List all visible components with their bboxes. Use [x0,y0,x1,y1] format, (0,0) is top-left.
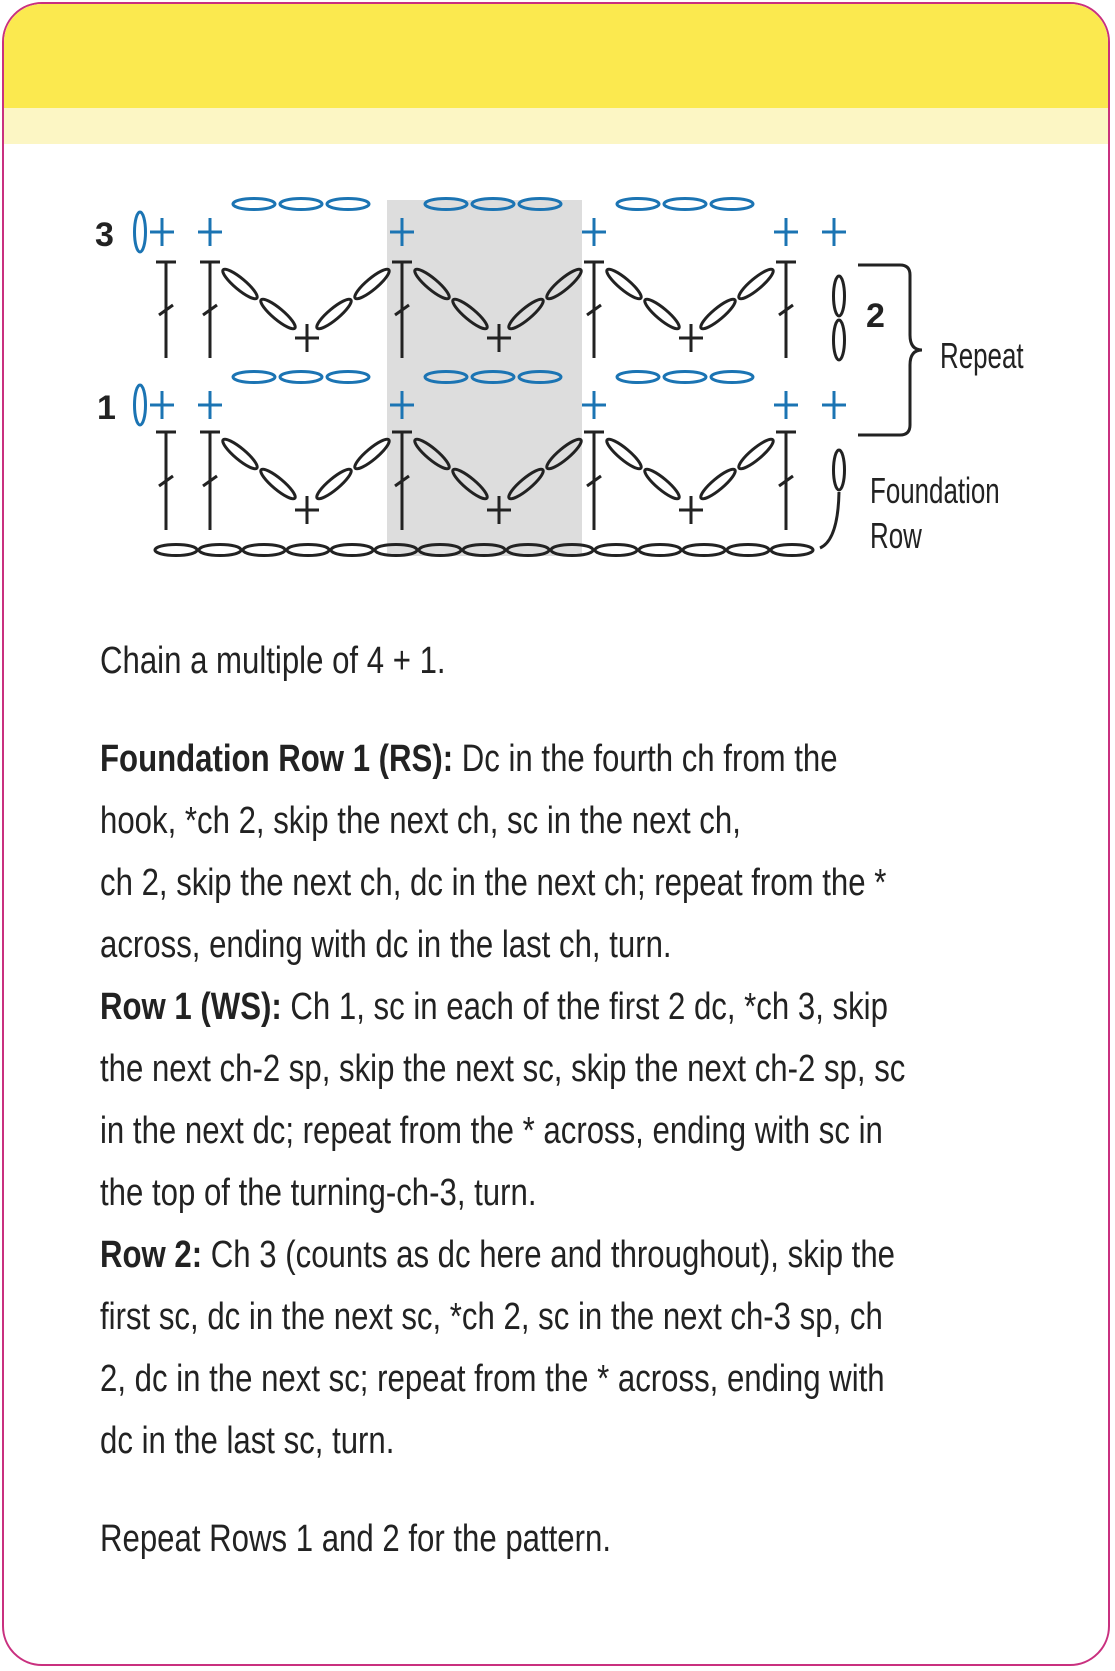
chain-stitch-symbol [595,545,637,556]
chain-stitch-symbol [220,436,261,473]
row1-line-1 [100,976,888,1038]
chain-stitch-symbol [639,545,681,556]
chain-stitch-symbol [314,466,355,503]
row1-label: Row 1 (WS): [100,986,282,1028]
chain-stitch-symbol [834,276,845,316]
row-label-1: 1 [97,389,116,427]
chain-stitch-symbol [834,320,845,360]
chain-stitch-symbol [258,466,299,503]
chain-stitch-symbol [352,436,393,473]
chain-stitch-symbol [233,372,275,383]
chain-stitch-symbol [327,372,369,383]
row2-line-4: dc in the last sc, turn. [100,1420,395,1462]
chain-stitch-symbol [220,266,261,303]
foundation-line-2: hook, *ch 2, skip the next ch, sc in the next ch, [100,800,741,842]
chain-stitch-symbol [233,199,275,210]
foundation-label-line1: Foundation [870,470,1000,512]
chain-stitch-symbol [617,199,659,210]
repeat-label: Repeat [940,335,1024,377]
chain-stitch-symbol [604,436,645,473]
chain-stitch-symbol [135,385,146,425]
chain-stitch-symbol [642,466,683,503]
stitch-diagram [0,0,1115,600]
chain-stitch-symbol [834,450,845,490]
outro-line: Repeat Rows 1 and 2 for the pattern. [100,1518,612,1560]
chain-stitch-symbol [243,545,285,556]
intro-line: Chain a multiple of 4 + 1. [100,640,446,682]
row1-line-4: the top of the turning-ch-3, turn. [100,1172,537,1214]
repeat-shade-lower [387,370,582,556]
chain-stitch-symbol [287,545,329,556]
chain-stitch-symbol [280,372,322,383]
chain-stitch-symbol [736,436,777,473]
row-label-2: 2 [866,297,885,335]
foundation-row-label: Foundation Row 1 (RS): [100,738,454,780]
row2-line-2: first sc, dc in the next sc, *ch 2, sc in the next ch-3 sp, ch [100,1296,883,1338]
repeat-bracket [858,265,922,435]
row1-text-1: Ch 1, sc in each of the first 2 dc, *ch 3, skip [281,986,888,1028]
chain-stitch-symbol [327,199,369,210]
row1-line-3: in the next dc; repeat from the * across, ending with sc in [100,1110,883,1152]
chain-stitch-symbol [727,545,769,556]
chain-stitch-symbol [736,266,777,303]
row2-label: Row 2: [100,1234,203,1276]
chain-stitch-symbol [698,296,739,333]
foundation-line-4: across, ending with dc in the last ch, turn. [100,924,672,966]
foundation-line-1 [100,728,871,790]
row2-line-1 [100,1224,896,1286]
pattern-instructions [100,630,906,1570]
foundation-line-3: ch 2, skip the next ch, dc in the next ch; repeat from the * [100,862,887,904]
chain-stitch-symbol [698,466,739,503]
chain-stitch-symbol [617,372,659,383]
row1-line-2: the next ch-2 sp, skip the next sc, skip the next ch-2 sp, sc [100,1048,906,1090]
foundation-label-line2: Row [870,515,922,557]
chain-stitch-symbol [604,266,645,303]
chain-turn-symbol [820,492,839,548]
row-label-3: 3 [95,216,114,254]
chain-stitch-symbol [280,199,322,210]
row2-line-3: 2, dc in the next sc; repeat from the * across, ending with [100,1358,885,1400]
chain-stitch-symbol [664,372,706,383]
chain-stitch-symbol [664,199,706,210]
chain-stitch-symbol [642,296,683,333]
chain-stitch-symbol [314,296,355,333]
chain-stitch-symbol [135,212,146,252]
chain-stitch-symbol [711,372,753,383]
chain-stitch-symbol [258,296,299,333]
foundation-text-1: Dc in the fourth ch from the [453,738,838,780]
chain-stitch-symbol [771,545,813,556]
chain-stitch-symbol [331,545,373,556]
chain-stitch-symbol [352,266,393,303]
chain-stitch-symbol [199,545,241,556]
chain-stitch-symbol [155,545,197,556]
row2-text-1: Ch 3 (counts as dc here and throughout), skip the [202,1234,896,1276]
chain-stitch-symbol [683,545,725,556]
chain-stitch-symbol [711,199,753,210]
